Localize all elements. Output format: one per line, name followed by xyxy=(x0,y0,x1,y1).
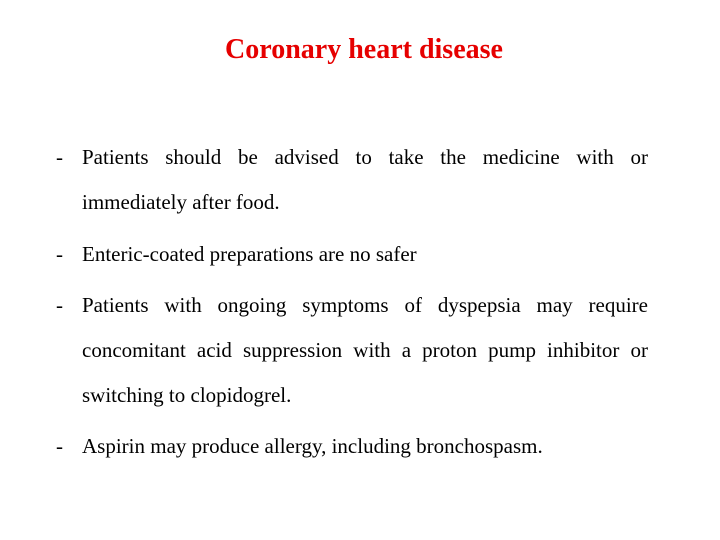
bullet-text: Patients should be advised to take the medicine with or immediately after food. xyxy=(82,145,648,214)
bullet-marker: - xyxy=(56,242,63,266)
bullet-marker: - xyxy=(56,434,63,458)
bullet-item xyxy=(56,424,648,469)
slide-title: Coronary heart disease xyxy=(225,34,503,65)
bullet-marker: - xyxy=(56,293,63,317)
bullet-marker: - xyxy=(56,145,63,169)
bullet-item xyxy=(56,135,648,225)
bullet-item xyxy=(56,283,648,418)
bullet-text: Aspirin may produce allergy, including bronchospasm. xyxy=(82,434,543,458)
bullet-text: Patients with ongoing symptoms of dyspepsia may require concomitant acid suppression with a proton pump inhibitor or switching to clopidogrel. xyxy=(82,293,648,407)
bullet-text: Enteric-coated preparations are no safer xyxy=(82,242,417,266)
bullet-item xyxy=(56,232,648,277)
